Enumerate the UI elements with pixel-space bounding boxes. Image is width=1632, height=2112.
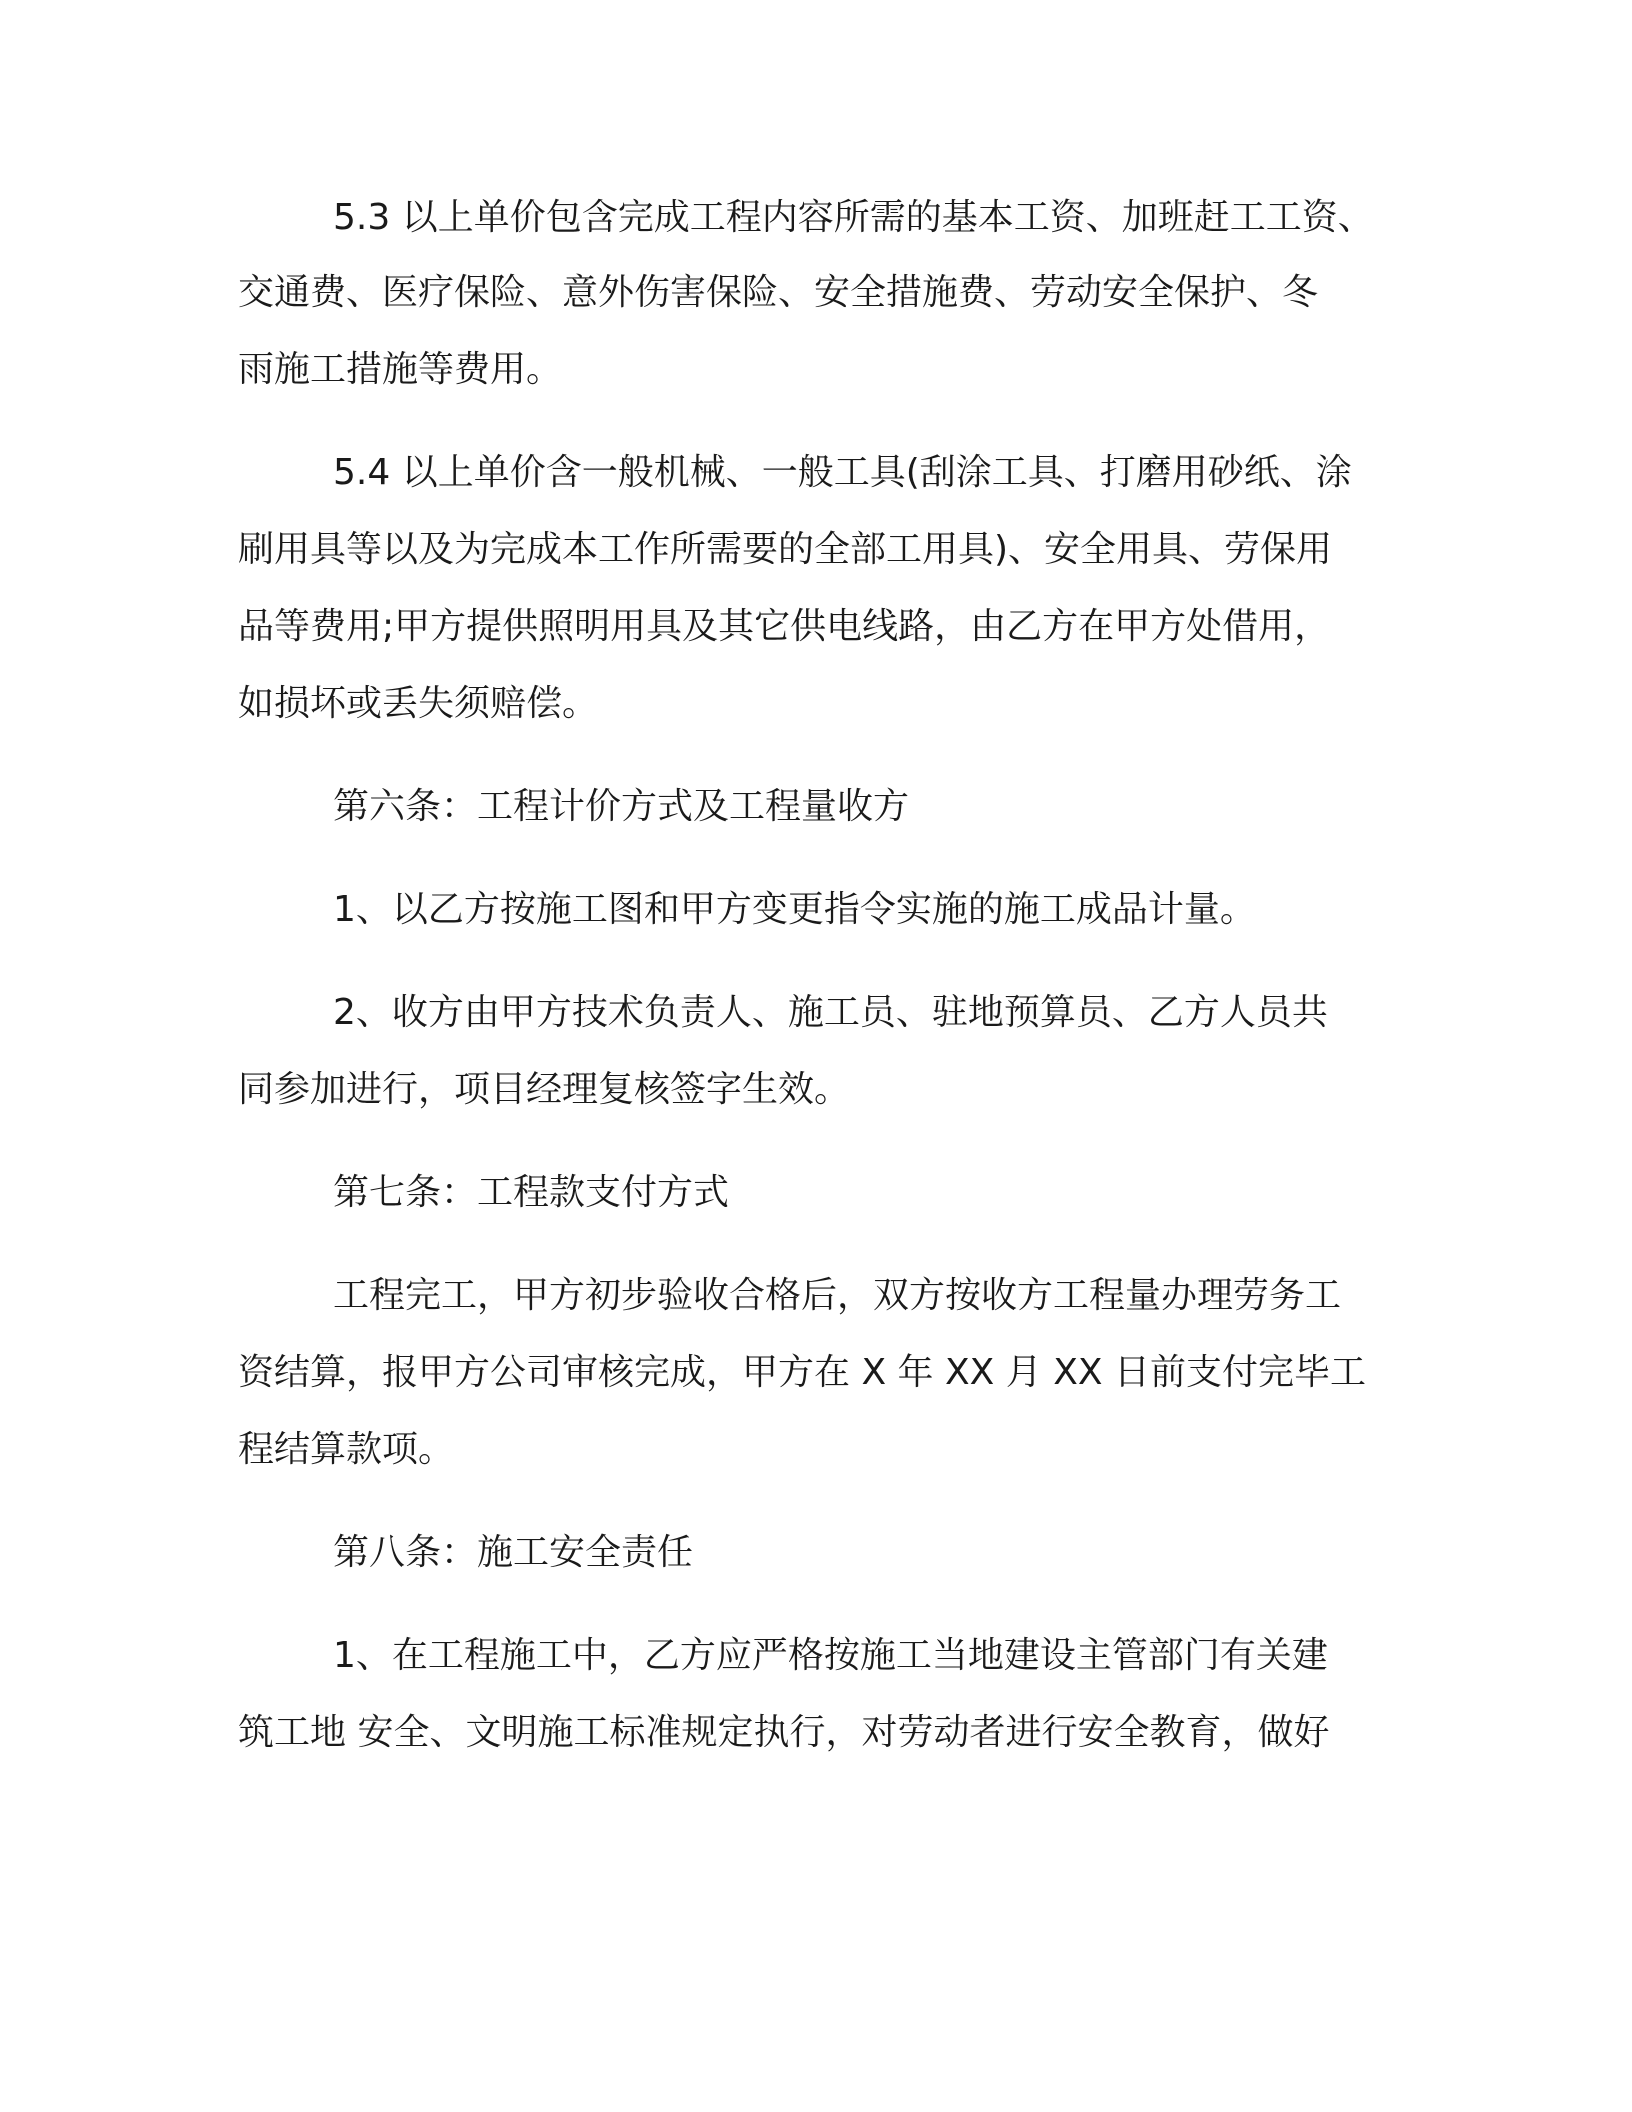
clause-5-3-line-1: 5.3 以上单价包含完成工程内容所需的基本工资、加班赶工工资、	[333, 197, 1374, 238]
article-8-item-1-line-2: 筑工地 安全、文明施工标准规定执行，对劳动者进行安全教育，做好	[238, 1712, 1330, 1753]
article-7-body-line-1: 工程完工，甲方初步验收合格后，双方按收方工程量办理劳务工	[333, 1275, 1342, 1316]
article-6-item-2-line-1: 2、收方由甲方技术负责人、施工员、驻地预算员、乙方人员共	[333, 992, 1328, 1033]
clause-5-4-line-1: 5.4 以上单价含一般机械、一般工具(刮涂工具、打磨用砂纸、涂	[333, 452, 1352, 493]
article-7-heading: 第七条：工程款支付方式	[333, 1172, 730, 1213]
article-7-body-line-2: 资结算，报甲方公司审核完成，甲方在 X 年 XX 月 XX 日前支付完毕工	[238, 1352, 1366, 1393]
clause-5-4-line-2: 刷用具等以及为完成本工作所需要的全部工用具)、安全用具、劳保用	[238, 529, 1333, 570]
article-6-item-1: 1、以乙方按施工图和甲方变更指令实施的施工成品计量。	[333, 889, 1256, 930]
article-6-heading: 第六条：工程计价方式及工程量收方	[333, 786, 910, 827]
article-8-heading: 第八条：施工安全责任	[333, 1532, 694, 1573]
clause-5-3-line-2: 交通费、医疗保险、意外伤害保险、安全措施费、劳动安全保护、冬	[238, 272, 1319, 313]
article-6-item-2-line-2: 同参加进行，项目经理复核签字生效。	[238, 1069, 851, 1110]
clause-5-3-line-3: 雨施工措施等费用。	[238, 349, 563, 390]
article-8-item-1-line-1: 1、在工程施工中，乙方应严格按施工当地建设主管部门有关建	[333, 1635, 1328, 1676]
clause-5-4-line-4: 如损坏或丢失须赔偿。	[238, 683, 599, 724]
article-7-body-line-3: 程结算款项。	[238, 1429, 455, 1470]
clause-5-4-line-3: 品等费用;甲方提供照明用具及其它供电线路，由乙方在甲方处借用，	[238, 606, 1331, 647]
